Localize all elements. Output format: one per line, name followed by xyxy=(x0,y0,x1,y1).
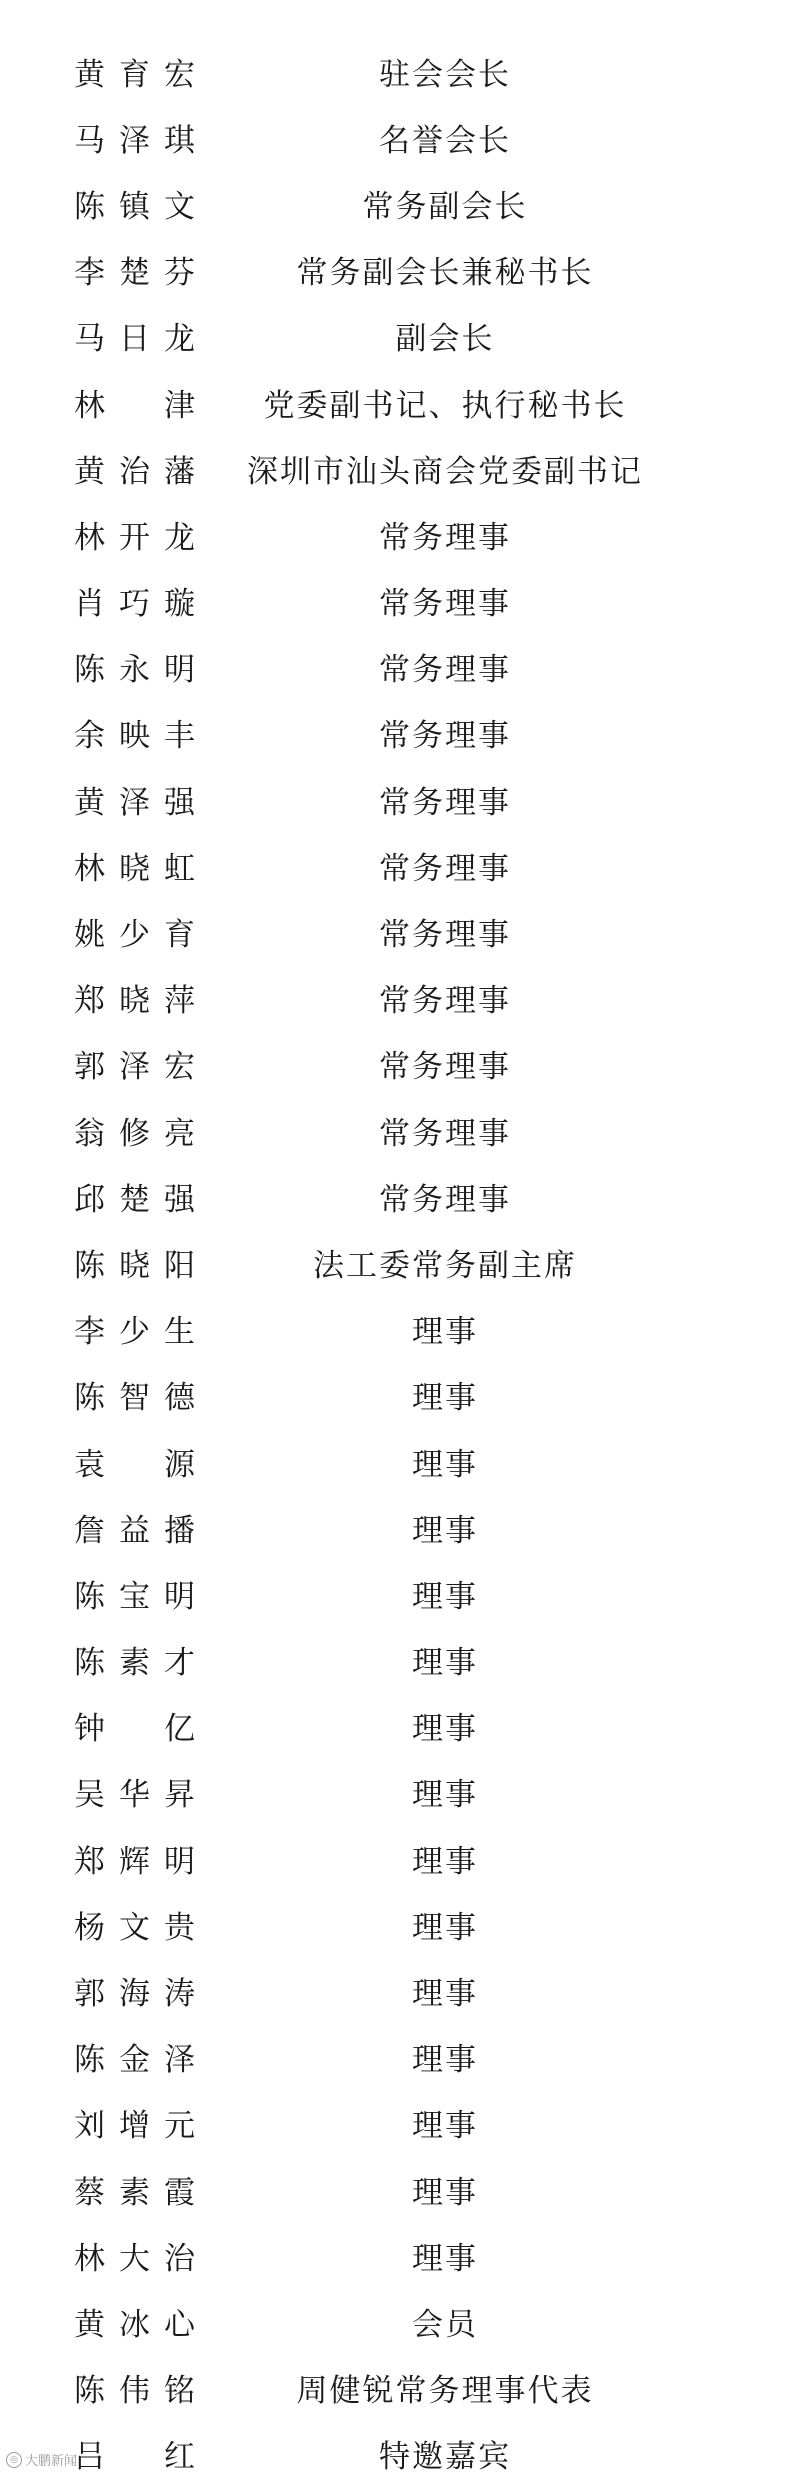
member-title: 理事 xyxy=(412,1909,478,1946)
list-item xyxy=(0,501,787,567)
list-item xyxy=(0,1560,787,1626)
member-name: 吴华昇 xyxy=(74,1777,209,1814)
member-title: 理事 xyxy=(412,1976,478,2013)
list-item xyxy=(0,1097,787,1163)
member-name: 马日龙 xyxy=(74,321,209,358)
circle-logo-icon: ◎ xyxy=(6,2452,22,2468)
member-name: 詹益播 xyxy=(74,1512,209,1549)
list-item xyxy=(0,38,787,104)
member-title: 驻会会长 xyxy=(379,56,511,93)
list-item xyxy=(0,1759,787,1825)
member-title: 法工委常务副主席 xyxy=(313,1247,577,1284)
member-title: 党委副书记、执行秘书长 xyxy=(263,387,627,424)
list-item xyxy=(0,1494,787,1560)
member-name: 刘增元 xyxy=(74,2108,209,2145)
member-name: 翁修亮 xyxy=(74,1115,209,1152)
member-title: 深圳市汕头商会党委副书记 xyxy=(247,453,643,490)
list-item xyxy=(0,2156,787,2222)
member-name: 林 津 xyxy=(74,387,209,424)
list-item xyxy=(0,104,787,170)
member-title: 理事 xyxy=(412,1777,478,1814)
member-title: 常务理事 xyxy=(379,718,511,755)
list-item xyxy=(0,1362,787,1428)
list-item xyxy=(0,435,787,501)
member-title: 名誉会长 xyxy=(379,122,511,159)
member-name: 陈伟铭 xyxy=(74,2373,209,2410)
list-item xyxy=(0,1825,787,1891)
list-item xyxy=(0,1031,787,1097)
member-name: 陈永明 xyxy=(74,652,209,689)
list-item xyxy=(0,965,787,1031)
member-name: 余映丰 xyxy=(74,718,209,755)
member-title: 理事 xyxy=(412,1380,478,1417)
member-title: 副会长 xyxy=(395,321,495,358)
member-title: 理事 xyxy=(412,1314,478,1351)
list-item xyxy=(0,1693,787,1759)
member-name: 黄泽强 xyxy=(74,784,209,821)
member-name: 李楚芬 xyxy=(74,255,209,292)
member-name: 李少生 xyxy=(74,1314,209,1351)
member-name: 陈晓阳 xyxy=(74,1247,209,1284)
member-name: 林晓虹 xyxy=(74,850,209,887)
member-name: 陈智德 xyxy=(74,1380,209,1417)
member-name: 陈素才 xyxy=(74,1645,209,1682)
list-item xyxy=(0,832,787,898)
list-item xyxy=(0,1296,787,1362)
member-name: 黄育宏 xyxy=(74,56,209,93)
list-item xyxy=(0,898,787,964)
member-title: 常务理事 xyxy=(379,983,511,1020)
watermark xyxy=(6,2450,77,2469)
member-title: 理事 xyxy=(412,1645,478,1682)
list-item xyxy=(0,700,787,766)
member-name: 袁 源 xyxy=(74,1446,209,1483)
member-name: 马泽琪 xyxy=(74,122,209,159)
list-item xyxy=(0,170,787,236)
list-item xyxy=(0,1163,787,1229)
member-name: 陈宝明 xyxy=(74,1578,209,1615)
member-name: 杨文贵 xyxy=(74,1909,209,1946)
list-item xyxy=(0,2355,787,2421)
member-title: 常务理事 xyxy=(379,917,511,954)
member-title: 理事 xyxy=(412,2174,478,2211)
member-title: 理事 xyxy=(412,1711,478,1748)
member-name: 蔡素霞 xyxy=(74,2174,209,2211)
member-title: 理事 xyxy=(412,1843,478,1880)
member-name: 林开龙 xyxy=(74,519,209,556)
member-name: 郭海涛 xyxy=(74,1976,209,2013)
member-name: 姚少育 xyxy=(74,917,209,954)
list-item xyxy=(0,634,787,700)
member-name: 黄治藩 xyxy=(74,453,209,490)
member-title: 常务理事 xyxy=(379,850,511,887)
watermark-text: 大鹏新闻 xyxy=(25,2454,78,2469)
list-item xyxy=(0,2421,787,2487)
member-title: 理事 xyxy=(412,2108,478,2145)
member-title: 理事 xyxy=(412,1446,478,1483)
member-title: 理事 xyxy=(412,1578,478,1615)
member-title: 常务副会长兼秘书长 xyxy=(296,255,594,292)
list-item xyxy=(0,568,787,634)
member-title: 周健锐常务理事代表 xyxy=(296,2373,594,2410)
member-title: 常务理事 xyxy=(379,586,511,623)
member-title: 会员 xyxy=(412,2306,478,2343)
list-item xyxy=(0,2090,787,2156)
member-name: 陈镇文 xyxy=(74,188,209,225)
member-title: 理事 xyxy=(412,2240,478,2277)
list-item xyxy=(0,2222,787,2288)
member-title: 常务理事 xyxy=(379,519,511,556)
member-title: 常务理事 xyxy=(379,1181,511,1218)
member-name: 陈金泽 xyxy=(74,2042,209,2079)
member-name: 郑晓萍 xyxy=(74,983,209,1020)
member-title: 理事 xyxy=(412,1512,478,1549)
member-name: 黄冰心 xyxy=(74,2306,209,2343)
member-name: 钟 亿 xyxy=(74,1711,209,1748)
list-item xyxy=(0,303,787,369)
member-title: 常务理事 xyxy=(379,652,511,689)
member-title: 特邀嘉宾 xyxy=(379,2439,511,2476)
list-item xyxy=(0,766,787,832)
list-item xyxy=(0,2288,787,2354)
list-item xyxy=(0,1229,787,1295)
list-item xyxy=(0,369,787,435)
list-item xyxy=(0,237,787,303)
member-name: 邱楚强 xyxy=(74,1181,209,1218)
list-item xyxy=(0,1891,787,1957)
member-name: 肖巧璇 xyxy=(74,586,209,623)
member-name: 郭泽宏 xyxy=(74,1049,209,1086)
member-list xyxy=(0,38,787,2487)
member-name: 郑辉明 xyxy=(74,1843,209,1880)
member-title: 理事 xyxy=(412,2042,478,2079)
member-title: 常务副会长 xyxy=(362,188,528,225)
member-name: 吕 红 xyxy=(74,2439,209,2476)
list-item xyxy=(0,1957,787,2023)
list-item xyxy=(0,1627,787,1693)
member-name: 林大治 xyxy=(74,2240,209,2277)
member-title: 常务理事 xyxy=(379,784,511,821)
member-title: 常务理事 xyxy=(379,1049,511,1086)
member-title: 常务理事 xyxy=(379,1115,511,1152)
list-item xyxy=(0,2024,787,2090)
list-item xyxy=(0,1428,787,1494)
